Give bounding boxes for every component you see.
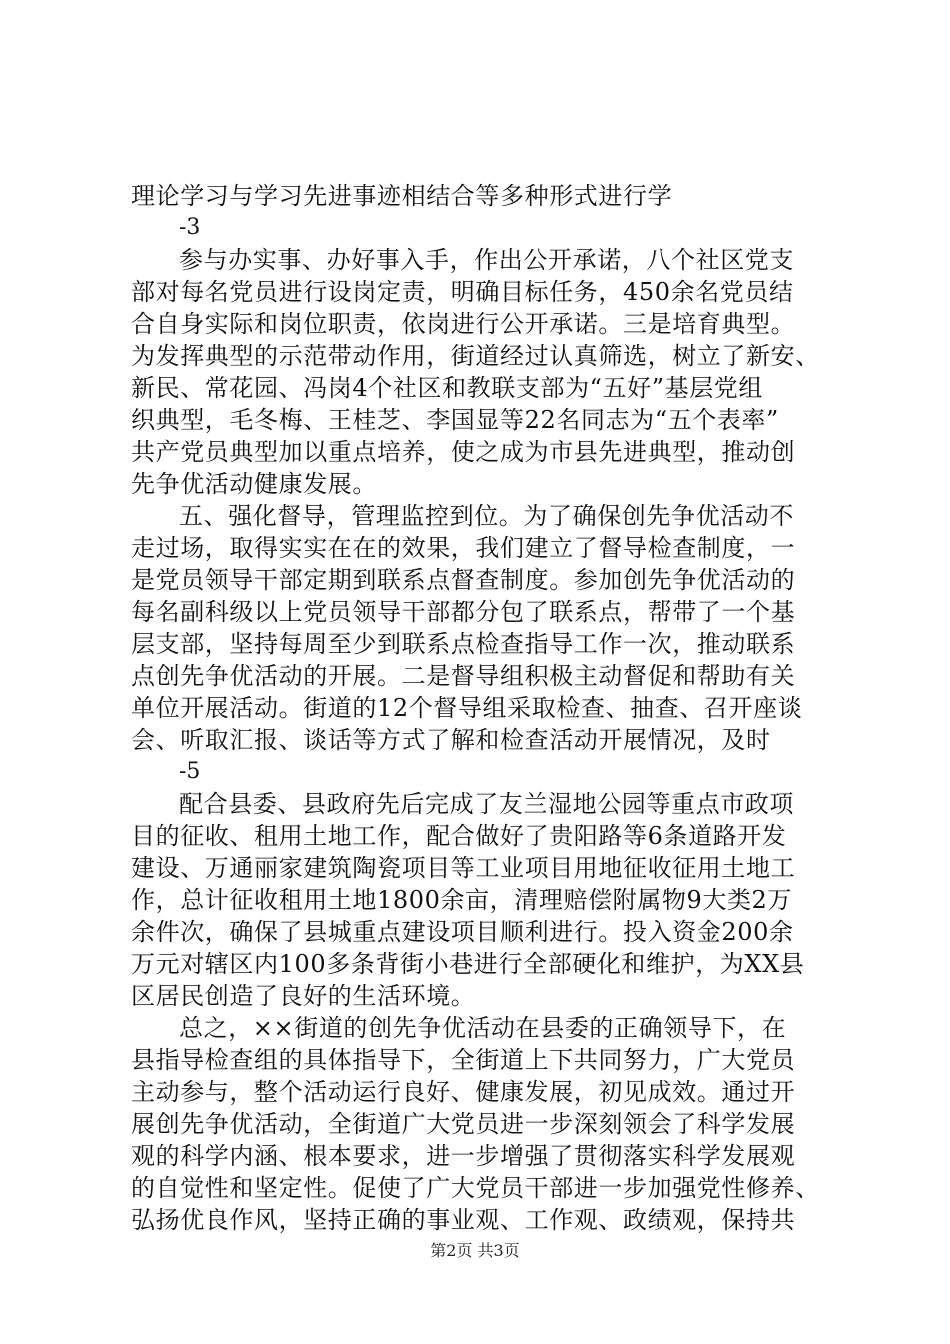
paragraph-start-line: 五、强化督导，管理监控到位。为了确保创先争优活动不 xyxy=(179,502,794,530)
text-line: 弘扬优良作风，坚持正确的事业观、工作观、政绩观，保持共 xyxy=(131,1206,796,1234)
text-line: 观的科学内涵、根本要求，进一步增强了贯彻落实科学发展观 xyxy=(131,1142,796,1170)
text-line: 展创先争优活动，全街道广大党员进一步深刻领会了科学发展 xyxy=(131,1110,796,1138)
text-line: 余件次，确保了县城重点建设项目顺利进行。投入资金200余 xyxy=(131,918,794,946)
text-line: 会、听取汇报、谈话等方式了解和检查活动开展情况，及时 xyxy=(131,726,771,754)
text-line: 万元对辖区内100多条背街小巷进行全部硬化和维护，为XX县 xyxy=(131,950,805,978)
text-line: 建设、万通丽家建筑陶瓷项目等工业项目用地征收征用土地工 xyxy=(131,854,796,882)
text-line: 先争优活动健康发展。 xyxy=(131,470,377,498)
page-marker: -5 xyxy=(179,759,201,784)
text-line: 织典型，毛冬梅、王桂芝、李国显等22名同志为“五个表率” xyxy=(131,406,779,434)
text-line: 是党员领导干部定期到联系点督查制度。参加创先争优活动的 xyxy=(131,566,796,594)
text-line: 理论学习与学习先进事迹相结合等多种形式进行学 xyxy=(131,182,673,210)
text-line: 层支部，坚持每周至少到联系点检查指导工作一次，推动联系 xyxy=(131,630,796,658)
text-line: 走过场，取得实实在在的效果，我们建立了督导检查制度，一 xyxy=(131,534,796,562)
text-line: 部对每名党员进行设岗定责，明确目标任务，450余名党员结 xyxy=(131,278,794,306)
paragraph-start-line: 参与办实事、办好事入手，作出公开承诺，八个社区党支 xyxy=(179,246,794,274)
text-line: 区居民创造了良好的生活环境。 xyxy=(131,982,476,1010)
text-line: 每名副科级以上党员领导干部都分包了联系点，帮带了一个基 xyxy=(131,598,796,626)
text-line: 单位开展活动。街道的12个督导组采取检查、抽查、召开座谈 xyxy=(131,694,803,722)
paragraph-start-line: 配合县委、县政府先后完成了友兰湿地公园等重点市政项 xyxy=(179,790,794,818)
page-footer: 第2页 共3页 xyxy=(430,1241,520,1260)
text-line: 合自身实际和岗位职责，依岗进行公开承诺。三是培育典型。 xyxy=(131,310,796,338)
text-line: 新民、常花园、冯岗4个社区和教联支部为“五好”基层党组 xyxy=(131,374,764,402)
text-line: 点创先争优活动的开展。二是督导组积极主动督促和帮助有关 xyxy=(131,662,796,690)
text-line: 为发挥典型的示范带动作用，街道经过认真筛选，树立了新安、 xyxy=(131,342,820,370)
text-line: 主动参与，整个活动运行良好、健康发展，初见成效。通过开 xyxy=(131,1078,796,1106)
text-line: 作，总计征收租用土地1800余亩，清理赔偿附属物9大类2万 xyxy=(131,886,793,914)
text-line: 共产党员典型加以重点培养，使之成为市县先进典型，推动创 xyxy=(131,438,796,466)
page-marker: -3 xyxy=(179,215,201,240)
text-line: 的自觉性和坚定性。促使了广大党员干部进一步加强党性修养、 xyxy=(131,1174,820,1202)
text-line: 目的征收、租用土地工作，配合做好了贵阳路等6条道路开发 xyxy=(131,822,787,850)
text-line: 县指导检查组的具体指导下，全街道上下共同努力，广大党员 xyxy=(131,1046,796,1074)
paragraph-start-line: 总之，××街道的创先争优活动在县委的正确领导下，在 xyxy=(179,1014,787,1042)
